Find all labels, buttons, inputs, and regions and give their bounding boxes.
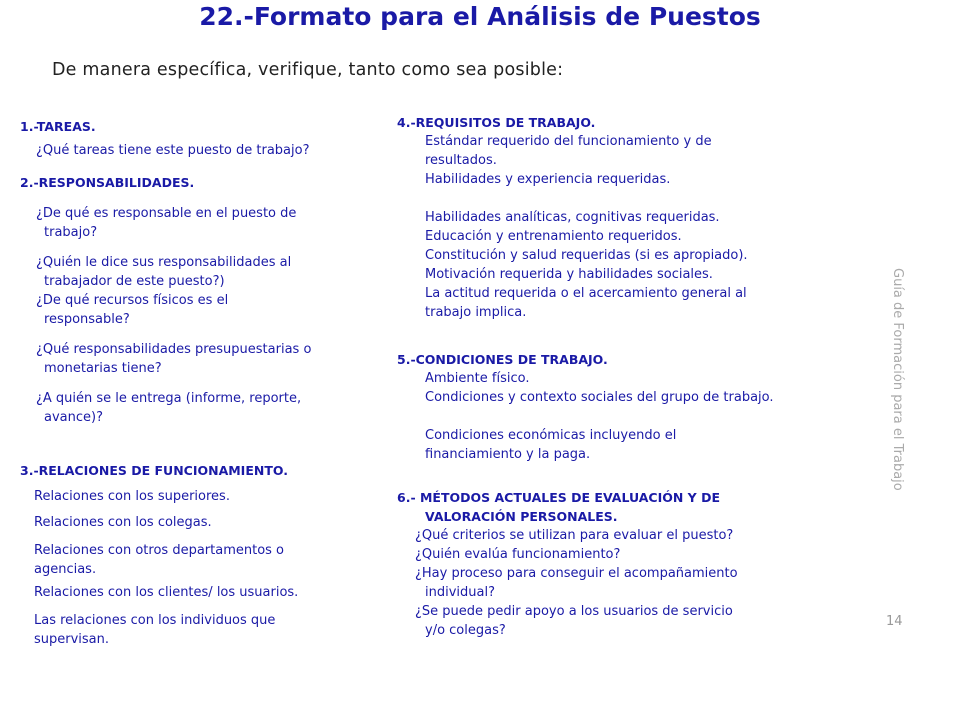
item-line: Estándar requerido del funcionamiento y de: [425, 134, 712, 149]
list-item: [34, 611, 298, 649]
list-item: Constitución y salud requeridas (si es apropiado).: [425, 248, 748, 263]
item-line: trabajador de este puesto?): [44, 274, 225, 289]
item-line: trabajo?: [44, 225, 98, 240]
section-heading: 5.-CONDICIONES DE TRABAJO.: [397, 352, 608, 367]
list-item: [425, 132, 748, 170]
list-item: Relaciones con los clientes/ los usuarios.: [34, 585, 299, 600]
section-heading: 2.-RESPONSABILIDADES.: [20, 175, 195, 190]
item-line: ¿De qué recursos físicos es el: [36, 293, 229, 308]
list-item: [425, 426, 774, 464]
item-line: individual?: [425, 585, 495, 600]
section-relaciones: [20, 461, 298, 649]
list-item: Ambiente físico.: [425, 371, 530, 386]
page-title: 22.-Formato para el Análisis de Puestos: [199, 2, 761, 31]
item-line: ¿De qué es responsable en el puesto de: [36, 206, 297, 221]
section-tareas: [20, 117, 310, 160]
item-line: avance)?: [44, 410, 103, 425]
item-line: resultados.: [425, 153, 497, 168]
list-item: Habilidades analíticas, cognitivas requeridas.: [425, 210, 720, 225]
list-item: Relaciones con los superiores.: [34, 489, 230, 504]
item-line: ¿A quién se le entrega (informe, reporte,: [36, 391, 302, 406]
list-item: Relaciones con los colegas.: [34, 515, 212, 530]
item-line: Relaciones con otros departamentos o: [34, 543, 285, 558]
list-item: Habilidades y experiencia requeridas.: [425, 172, 671, 187]
item-line: ¿Se puede pedir apoyo a los usuarios de servicio: [415, 604, 733, 619]
item-line: ¿Qué responsabilidades presupuestarias o: [36, 342, 312, 357]
item-line: supervisan.: [34, 632, 110, 647]
list-item: [415, 602, 738, 640]
list-item: ¿Qué criterios se utilizan para evaluar el puesto?: [415, 528, 734, 543]
list-item: Educación y entrenamiento requeridos.: [425, 229, 682, 244]
section-heading: 1.-TAREAS.: [20, 119, 96, 134]
list-item: [36, 340, 311, 378]
item-line: Las relaciones con los individuos que: [34, 613, 276, 628]
sidebar-vertical-label: [885, 268, 911, 538]
list-item: Condiciones y contexto sociales del grupo de trabajo.: [425, 390, 774, 405]
list-item: [36, 253, 311, 291]
item-line: agencias.: [34, 562, 97, 577]
page-subtitle: De manera específica, verifique, tanto como sea posible:: [52, 60, 564, 80]
section-condiciones: [397, 350, 774, 464]
list-item: [36, 204, 311, 242]
list-item: [34, 541, 298, 579]
section-metodos: [397, 488, 738, 640]
section-requisitos: [397, 113, 748, 322]
sidebar-text: Guía de Formación para el Trabajo: [890, 268, 905, 491]
section-heading: 3.-RELACIONES DE FUNCIONAMIENTO.: [20, 463, 288, 478]
list-item: ¿Quién evalúa funcionamiento?: [415, 547, 621, 562]
item-line: La actitud requerida o el acercamiento general al: [425, 286, 747, 301]
section-responsabilidades: [20, 173, 311, 427]
item-line: Condiciones económicas incluyendo el: [425, 428, 677, 443]
item-line: responsable?: [44, 312, 130, 327]
list-item: [425, 284, 748, 322]
item-line: trabajo implica.: [425, 305, 527, 320]
page-number: 14: [886, 614, 903, 629]
item-line: financiamiento y la paga.: [425, 447, 591, 462]
section-heading-cont: VALORACIÓN PERSONALES.: [425, 509, 618, 524]
list-item: [415, 564, 738, 602]
item-line: ¿Hay proceso para conseguir el acompañamiento: [415, 566, 738, 581]
item-line: ¿Quién le dice sus responsabilidades al: [36, 255, 292, 270]
section-heading: 4.-REQUISITOS DE TRABAJO.: [397, 115, 596, 130]
list-item: Motivación requerida y habilidades sociales.: [425, 267, 713, 282]
list-item: [36, 291, 311, 329]
list-item: [36, 389, 311, 427]
item-line: y/o colegas?: [425, 623, 506, 638]
list-item: ¿Qué tareas tiene este puesto de trabajo?: [36, 143, 310, 158]
item-line: monetarias tiene?: [44, 361, 162, 376]
section-heading: 6.- MÉTODOS ACTUALES DE EVALUACIÓN Y DE: [397, 490, 720, 505]
